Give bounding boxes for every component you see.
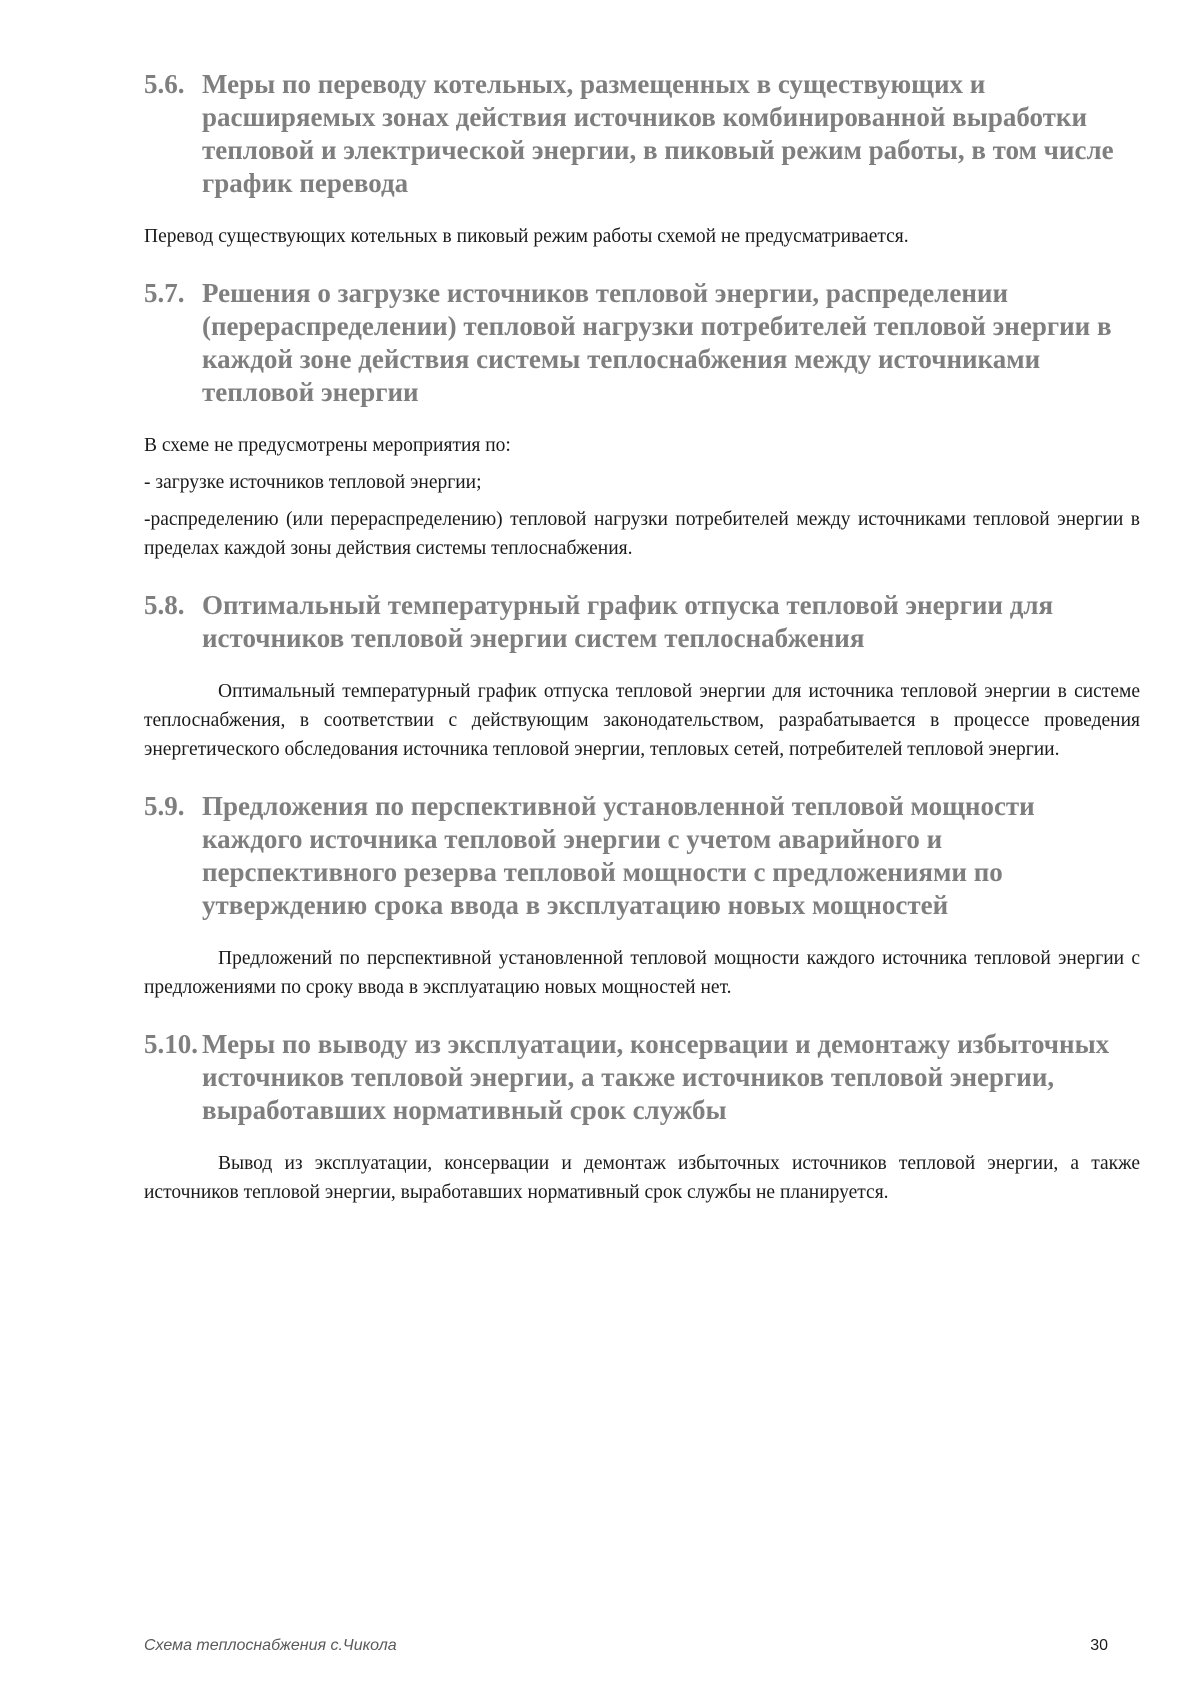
section-heading [144, 790, 1140, 922]
paragraph: Вывод из эксплуатации, консервации и демонтаж избыточных источников тепловой энергии, а также источников тепловой энергии, выработавших нормативный срок службы не планируется. [144, 1153, 1140, 1203]
section-number: 5.7. [144, 278, 185, 308]
section-number: 5.8. [144, 590, 185, 620]
paragraph: Перевод существующих котельных в пиковый режим работы схемой не предусматривается. [144, 226, 909, 247]
list-item: -распределению (или перераспределению) тепловой нагрузки потребителей между источниками тепловой энергии в пределах каждой зоны действия системы теплоснабжения. [144, 509, 1140, 559]
paragraph: Оптимальный температурный график отпуска тепловой энергии для источника тепловой энергии в системе теплоснабжения, в соответствии с действующим законодательством, разрабатывается в процессе проведения энергетического обследования источника тепловой энергии, тепловых сетей, потребителей тепловой энергии. [144, 681, 1140, 760]
page-footer [144, 1637, 1108, 1655]
section-number: 5.10. [144, 1029, 198, 1059]
section-heading [144, 589, 1140, 655]
document-page [144, 68, 1140, 1215]
list-item: - загрузке источников тепловой энергии; [144, 472, 482, 493]
footer-document-title: Схема теплоснабжения с.Чикола [144, 1637, 397, 1654]
section-5-9 [144, 790, 1140, 1002]
section-number: 5.9. [144, 791, 185, 821]
section-heading [144, 277, 1140, 409]
section-title: Меры по переводу котельных, размещенных в существующих и расширяемых зонах действия источников комбинированной выработки тепловой и электрической энергии, в пиковый режим работы, в том числе график перевода [202, 69, 1114, 198]
section-5-10 [144, 1028, 1140, 1207]
section-heading [144, 1028, 1140, 1127]
section-title: Решения о загрузке источников тепловой энергии, распределении (перераспределении) тепловой нагрузки потребителей тепловой энергии в каждой зоне действия системы теплоснабжения между источниками тепловой энергии [202, 278, 1112, 407]
section-title: Предложения по перспективной установленной тепловой мощности каждого источника тепловой энергии с учетом аварийного и перспективного резерва тепловой мощности с предложениями по утверждению срока ввода в эксплуатацию новых мощностей [202, 791, 1035, 920]
section-number: 5.6. [144, 69, 185, 99]
paragraph: В схеме не предусмотрены мероприятия по: [144, 435, 511, 456]
page-number: 30 [1090, 1637, 1108, 1654]
section-5-7 [144, 277, 1140, 563]
section-5-8 [144, 589, 1140, 764]
section-title: Меры по выводу из эксплуатации, консервации и демонтажу избыточных источников тепловой энергии, а также источников тепловой энергии, выработавших нормативный срок службы [202, 1029, 1110, 1125]
section-title: Оптимальный температурный график отпуска тепловой энергии для источников тепловой энергии систем теплоснабжения [202, 590, 1054, 653]
paragraph: Предложений по перспективной установленной тепловой мощности каждого источника тепловой энергии с предложениями по сроку ввода в эксплуатацию новых мощностей нет. [144, 948, 1140, 998]
section-5-6 [144, 68, 1140, 251]
section-heading [144, 68, 1140, 200]
